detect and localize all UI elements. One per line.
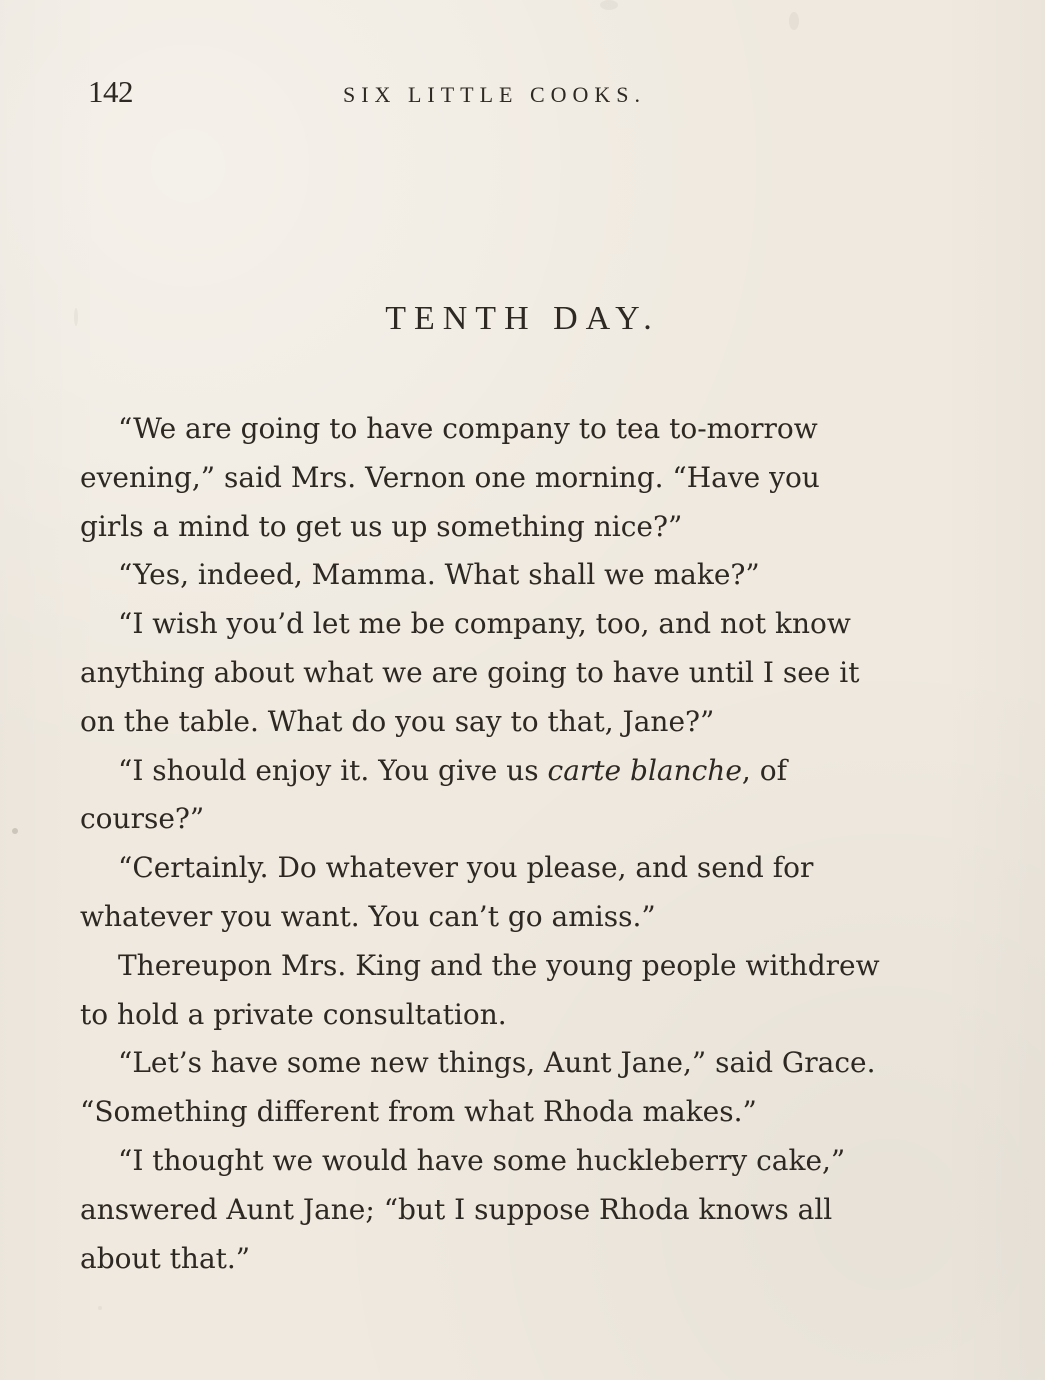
- line-text: whatever you want. You can’t go amiss.”: [80, 899, 656, 933]
- text-line: [80, 454, 950, 503]
- line-text: “Certainly. Do whatever you please, and send for: [118, 851, 814, 885]
- text-line: [80, 600, 950, 649]
- page-scuff: [600, 0, 618, 10]
- line-text: girls a mind to get us up something nice?”: [80, 509, 683, 543]
- text-line: [80, 1039, 950, 1088]
- text-line: [80, 405, 950, 454]
- page-scuff: [98, 1306, 102, 1310]
- line-text: to hold a private consultation.: [80, 997, 507, 1031]
- italic-phrase: carte blanche: [547, 753, 742, 787]
- line-text: , of: [741, 753, 787, 787]
- text-line: [80, 795, 950, 844]
- text-line: [80, 1235, 950, 1284]
- text-line: [80, 844, 950, 893]
- text-line: [80, 698, 950, 747]
- line-text: “We are going to have company to tea to-morrow: [118, 412, 818, 445]
- page-number: 142: [88, 74, 133, 109]
- text-line: [80, 1137, 950, 1186]
- body-text: [80, 405, 950, 1283]
- line-text: “Yes, indeed, Mamma. What shall we make?”: [118, 558, 760, 592]
- line-text: “Something different from what Rhoda makes.”: [80, 1095, 757, 1129]
- text-line: [80, 649, 950, 698]
- margin-mark: [12, 828, 18, 834]
- line-text: “I wish you’d let me be company, too, and not know: [118, 607, 851, 641]
- page-scuff: [789, 12, 799, 30]
- line-text: answered Aunt Jane; “but I suppose Rhoda knows all: [80, 1192, 833, 1226]
- text-line: [80, 893, 950, 942]
- text-line: [80, 942, 950, 991]
- text-line: [80, 747, 950, 796]
- text-line: [80, 1186, 950, 1235]
- text-line: [80, 1088, 950, 1137]
- line-text: about that.”: [80, 1241, 251, 1275]
- line-text: “Let’s have some new things, Aunt Jane,” said Grace.: [118, 1046, 876, 1080]
- line-text: Thereupon Mrs. King and the young people withdrew: [118, 948, 880, 982]
- line-text: course?”: [80, 802, 205, 836]
- chapter-title: TENTH DAY.: [385, 300, 660, 337]
- line-text: evening,” said Mrs. Vernon one morning. “Have you: [80, 460, 820, 494]
- running-head: [88, 74, 713, 114]
- line-text: anything about what we are going to have until I see it: [80, 655, 860, 689]
- line-text: “I should enjoy it. You give us: [118, 753, 548, 787]
- text-line: [80, 503, 950, 552]
- line-text: “I thought we would have some huckleberry cake,”: [118, 1143, 846, 1177]
- line-text: on the table. What do you say to that, Jane?”: [80, 704, 715, 738]
- text-line: [80, 991, 950, 1040]
- book-title-header: SIX LITTLE COOKS.: [343, 82, 647, 107]
- text-line: [80, 551, 950, 600]
